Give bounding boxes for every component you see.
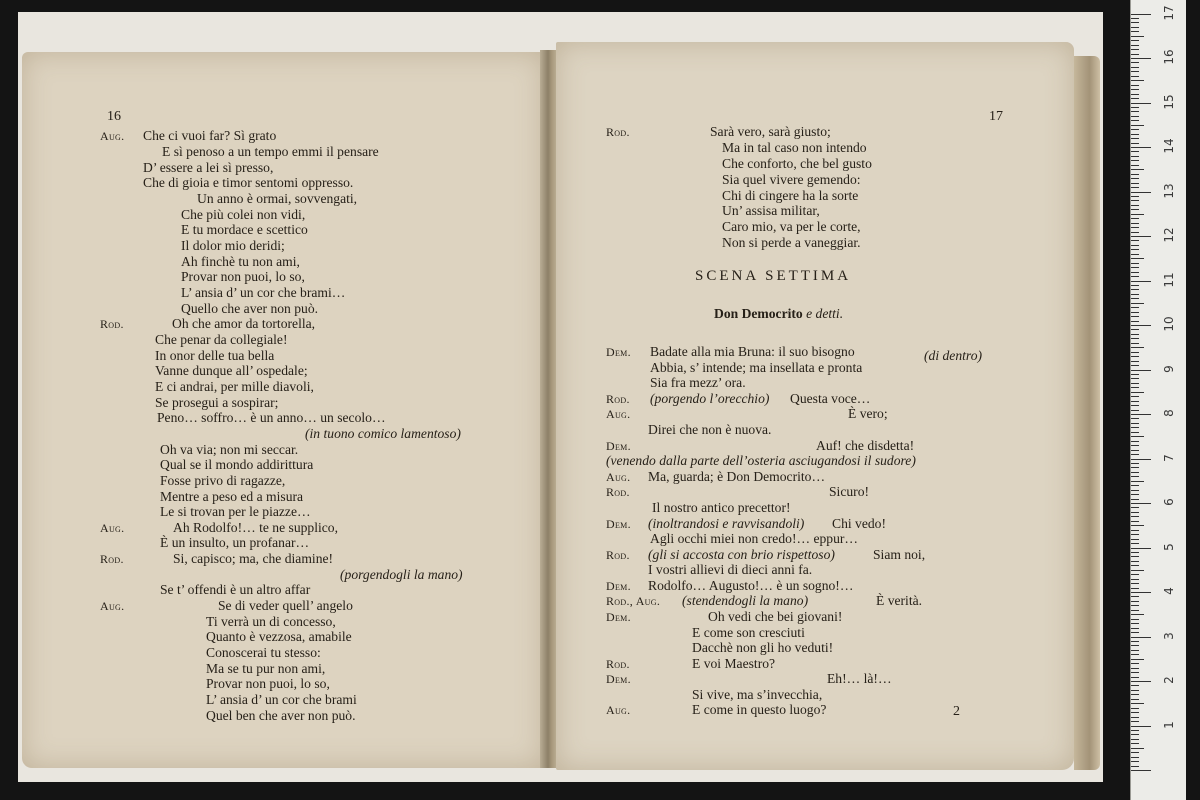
verse-line: Il nostro antico precettor! [652,500,791,515]
ruler-tick [1131,187,1139,188]
ruler-number: 11 [1162,271,1176,288]
ruler-tick [1131,31,1139,32]
ruler-tick [1131,298,1139,299]
speaker-label: Dem. [606,439,631,453]
verse-line: Agli occhi miei non credo!… eppur… [650,531,859,546]
scene-cast [714,306,843,322]
ruler-tick [1131,272,1139,273]
ruler-tick [1131,512,1139,513]
verse-line: Che conforto, che bel gusto [722,156,872,171]
verse-line: Questa voce… [790,391,871,406]
ruler-tick [1131,734,1139,735]
stage-direction: (porgendo l’orecchio) [650,391,770,406]
ruler-tick [1131,485,1139,486]
verse-line: Qual se il mondo addirittura [160,457,314,472]
ruler-tick [1131,570,1144,571]
verse-line: Conoscerai tu stesso: [206,645,321,660]
stage-direction: (porgendogli la mano) [340,567,463,582]
verse-line: Sia quel vivere gemendo: [722,172,861,187]
ruler-tick [1131,36,1144,37]
verse-line: D’ essere a lei sì presso, [143,160,274,175]
ruler-tick [1131,641,1139,642]
ruler-tick [1131,178,1139,179]
ruler-tick [1131,712,1139,713]
verse-line: Abbia, s’ intende; ma insellata e pronta [650,360,863,375]
ruler-tick [1131,267,1139,268]
verse-line: L’ ansia d’ un cor che brami… [181,285,346,300]
ruler-tick [1131,588,1139,589]
ruler-tick [1131,668,1139,669]
ruler-tick [1131,76,1139,77]
ruler-tick [1131,200,1139,201]
ruler-tick [1131,614,1144,615]
ruler-tick [1131,18,1139,19]
verse-line: Non si perde a vaneggiar. [722,235,861,250]
ruler-number: 3 [1162,631,1176,640]
speaker-label: Aug. [606,407,631,421]
ruler-tick [1131,281,1151,282]
ruler-tick [1131,321,1139,322]
verse-line: Ah finchè tu non ami, [181,254,300,269]
ruler-tick [1131,405,1139,406]
speaker-label: Rod. [606,392,630,406]
ruler-tick [1131,245,1139,246]
ruler-tick [1131,383,1139,384]
verse-line: Ah Rodolfo!… te ne supplico, [173,520,338,535]
ruler-tick [1131,334,1139,335]
ruler-tick [1131,543,1139,544]
verse-line: Siam noi, [873,547,926,562]
verse-line: Sicuro! [829,484,870,499]
ruler-tick [1131,138,1139,139]
ruler-tick [1131,552,1139,553]
verse-line: Un’ assisa militar, [722,203,820,218]
ruler-tick [1131,748,1144,749]
verse-line: Rodolfo… Augusto!… è un sogno!… [648,578,854,593]
ruler-tick [1131,703,1144,704]
ruler-tick [1131,227,1139,228]
ruler-tick [1131,232,1139,233]
ruler-tick [1131,396,1139,397]
stage-direction: (inoltrandosi e ravvisandoli) [648,516,805,531]
ruler-tick [1131,445,1139,446]
ruler-tick [1131,556,1139,557]
verse-line: Sarà vero, sarà giusto; [710,124,831,139]
verse-line: Quanto è vezzosa, amabile [206,629,352,644]
ruler-tick [1131,218,1139,219]
ruler-tick [1131,192,1151,193]
verse-line: Oh che amor da tortorella, [172,316,316,331]
verse-line: Chi di cingere ha la sorte [722,188,859,203]
verse-line: Quel ben che aver non può. [206,708,356,723]
ruler-tick [1131,392,1144,393]
ruler-tick [1131,107,1139,108]
ruler-tick [1131,441,1139,442]
ruler-tick [1131,752,1139,753]
verse-line: Auf! che disdetta! [816,438,915,453]
right-page-number: 17 [989,109,1003,124]
ruler-number: 9 [1162,364,1176,373]
ruler-tick [1131,721,1139,722]
ruler-tick [1131,263,1139,264]
ruler-number: 1 [1162,720,1176,729]
ruler-tick [1131,98,1139,99]
ruler-tick [1131,316,1139,317]
ruler-tick [1131,223,1139,224]
verse-line: Eh!… là!… [827,671,892,686]
ruler-tick [1131,249,1139,250]
ruler-tick [1131,427,1139,428]
ruler-tick [1131,548,1151,549]
ruler-tick [1131,165,1139,166]
ruler-tick [1131,663,1139,664]
ruler-tick [1131,151,1139,152]
ruler-tick [1131,45,1139,46]
ruler-tick [1131,196,1139,197]
ruler-tick [1131,374,1139,375]
ruler-tick [1131,561,1139,562]
verse-line: Oh vedi che bei giovani! [708,609,843,624]
ruler-tick [1131,423,1139,424]
verse-line: Caro mio, va per le corte, [722,219,861,234]
ruler-tick [1131,596,1139,597]
verse-line: Si vive, ma s’invecchia, [692,687,823,702]
ruler-tick [1131,129,1139,130]
ruler-tick [1131,116,1139,117]
ruler-tick [1131,467,1139,468]
ruler-tick [1131,645,1139,646]
speaker-label: Rod. [100,317,124,331]
verse-line: Sia fra mezz’ ora. [650,375,746,390]
verse-line: Ti verrà un di concesso, [206,614,336,629]
verse-line: Il dolor mio deridi; [181,238,285,253]
ruler-number: 8 [1162,409,1176,417]
ruler-tick [1131,565,1139,566]
ruler-tick [1131,62,1139,63]
ruler-tick [1131,690,1139,691]
ruler-tick [1131,40,1139,41]
speaker-label: Dem. [606,672,631,686]
ruler-tick [1131,454,1139,455]
speaker-label: Rod., Aug. [606,594,661,608]
ruler-tick [1131,365,1139,366]
ruler-tick [1131,14,1151,15]
ruler-tick [1131,89,1139,90]
ruler-tick [1131,67,1139,68]
ruler-tick [1131,356,1139,357]
ruler-tick [1131,414,1151,415]
ruler-tick [1131,147,1151,148]
ruler-tick [1131,436,1144,437]
verse-line: Chi vedo! [832,516,886,531]
speaker-label: Dem. [606,610,631,624]
ruler-tick [1131,739,1139,740]
ruler-tick [1131,579,1139,580]
verse-line: E come son cresciuti [692,625,805,640]
ruler-tick [1131,659,1144,660]
ruler-number: 6 [1162,498,1176,506]
ruler-tick [1131,347,1144,348]
ruler-tick [1131,80,1144,81]
ruler-tick [1131,58,1151,59]
ruler-tick [1131,610,1139,611]
ruler-number: 5 [1162,542,1176,551]
ruler-tick [1131,694,1139,695]
verse-line: Ma, guarda; è Don Democrito… [648,469,826,484]
ruler-tick [1131,71,1139,72]
verse-line: Badate alla mia Bruna: il suo bisogno [650,344,855,359]
verse-line: È verità. [876,593,923,608]
verse-line: Che penar da collegiale! [155,332,288,347]
verse-line: Che ci vuoi far? Sì grato [143,128,277,143]
verse-line: Vanne dunque all’ ospedale; [155,363,308,378]
verse-line: Si, capisco; ma, che diamine! [173,551,334,566]
ruler-number: 10 [1162,316,1176,332]
verse-line: È vero; [848,406,888,421]
ruler-number: 12 [1162,227,1176,243]
speaker-label: Rod. [606,657,630,671]
speaker-label: Dem. [606,345,631,359]
ruler-tick [1131,503,1151,504]
verse-line: Ma in tal caso non intendo [722,140,867,155]
ruler-tick [1131,516,1139,517]
verse-line: Fosse privo di ragazze, [160,473,286,488]
scene-title: SCENA SETTIMA [695,268,852,284]
ruler-tick [1131,605,1139,606]
ruler-tick [1131,507,1139,508]
ruler-tick [1131,22,1139,23]
ruler-tick [1131,574,1139,575]
ruler-tick [1131,103,1151,104]
ruler-tick [1131,494,1139,495]
ruler-tick [1131,174,1139,175]
ruler-tick [1131,303,1144,304]
speaker-label: Aug. [100,129,125,143]
ruler-tick [1131,476,1139,477]
verse-line: Quello che aver non può. [181,301,319,316]
ruler-tick [1131,601,1139,602]
ruler-tick [1131,677,1139,678]
ruler-tick [1131,708,1139,709]
ruler-tick [1131,432,1139,433]
ruler-tick [1131,111,1139,112]
ruler-tick [1131,672,1139,673]
ruler-tick [1131,472,1139,473]
verse-line: Se prosegui a sospirar; [155,395,279,410]
ruler-tick [1131,650,1139,651]
ruler-number: 16 [1162,49,1176,65]
ruler-tick [1131,761,1139,762]
ruler-number: 4 [1162,587,1176,595]
ruler-tick [1131,410,1139,411]
verse-line: E come in questo luogo? [692,702,827,717]
stage-direction: (venendo dalla parte dell’osteria asciugandosi il sudore) [606,453,916,468]
ruler-tick [1131,85,1139,86]
ruler-tick [1131,717,1139,718]
ruler-tick [1131,120,1139,121]
ruler-tick [1131,525,1144,526]
ruler-number: 13 [1162,182,1176,199]
ruler-tick [1131,54,1139,55]
ruler-number: 7 [1162,453,1176,462]
ruler-tick [1131,205,1139,206]
ruler-tick [1131,521,1139,522]
verse-line: E tu mordace e scettico [181,222,308,237]
verse-line: Ma se tu pur non ami, [206,661,326,676]
ruler-tick [1131,307,1139,308]
ruler-tick [1131,539,1139,540]
verse-line: E sì penoso a un tempo emmi il pensare [162,144,379,159]
speaker-label: Aug. [606,470,631,484]
verse-line: Che più colei non vidi, [181,207,306,222]
ruler-tick [1131,450,1139,451]
ruler-tick [1131,583,1139,584]
signature-mark: 2 [953,704,960,719]
ruler-tick [1131,685,1139,686]
verse-line: Se t’ offendi è un altro affar [160,582,311,597]
ruler-tick [1131,329,1139,330]
ruler-tick [1131,628,1139,629]
ruler-tick [1131,757,1139,758]
ruler-tick [1131,209,1139,210]
ruler-tick [1131,418,1139,419]
speaker-label: Rod. [606,485,630,499]
ruler-tick [1131,743,1139,744]
ruler-tick [1131,294,1139,295]
ruler-tick [1131,27,1139,28]
ruler-tick [1131,530,1139,531]
measuring-ruler [1130,0,1186,800]
ruler-tick [1131,169,1144,170]
ruler-tick [1131,592,1151,593]
ruler-number: 2 [1162,676,1176,684]
ruler-tick [1131,632,1139,633]
ruler-tick [1131,654,1139,655]
stage-direction: (gli si accosta con brio rispettoso) [648,547,835,562]
speaker-label: Dem. [606,517,631,531]
ruler-tick [1131,681,1151,682]
ruler-tick [1131,312,1139,313]
verse-line: È un insulto, un profanar… [160,535,310,550]
speaker-label: Aug. [606,703,631,717]
ruler-tick [1131,481,1144,482]
ruler-tick [1131,637,1151,638]
ruler-tick [1131,236,1151,237]
ruler-tick [1131,143,1139,144]
verse-line: Provar non puoi, lo so, [206,676,330,691]
ruler-tick [1131,125,1144,126]
verse-line: E voi Maestro? [692,656,776,671]
verse-line: Dacchè non gli ho veduti! [692,640,834,655]
speaker-label: Rod. [606,548,630,562]
speaker-label: Dem. [606,579,631,593]
ruler-tick [1131,325,1151,326]
ruler-tick [1131,352,1139,353]
ruler-tick [1131,766,1139,767]
verse-line: Oh va via; non mi seccar. [160,442,299,457]
speaker-label: Aug. [100,599,125,613]
verse-line: L’ ansia d’ un cor che brami [206,692,357,707]
verse-line: Peno… soffro… è un anno… un secolo… [157,410,386,425]
speaker-label: Rod. [606,125,630,139]
ruler-tick [1131,240,1139,241]
verse-line: Che di gioia e timor sentomi oppresso. [143,175,354,190]
page-edges [1074,56,1100,770]
scene-cast-name: Don Democrito [714,306,803,321]
verse-line: Se di veder quell’ angelo [218,598,353,613]
ruler-tick [1131,387,1139,388]
ruler-tick [1131,254,1139,255]
ruler-tick [1131,258,1144,259]
ruler-number: 17 [1162,4,1176,21]
ruler-tick [1131,214,1144,215]
ruler-number: 15 [1162,93,1176,110]
ruler-tick [1131,770,1151,771]
ruler-tick [1131,499,1139,500]
verse-line: E ci andrai, per mille diavoli, [155,379,314,394]
ruler-tick [1131,134,1139,135]
ruler-tick [1131,49,1139,50]
ruler-tick [1131,463,1139,464]
ruler-tick [1131,183,1139,184]
verse-line: In onor delle tua bella [155,348,275,363]
verse-line: Provar non puoi, lo so, [181,269,305,284]
ruler-tick [1131,289,1139,290]
ruler-tick [1131,156,1139,157]
stage-direction: (stendendogli la mano) [682,593,809,608]
ruler-tick [1131,726,1151,727]
ruler-tick [1131,378,1139,379]
ruler-tick [1131,619,1139,620]
speaker-label: Rod. [100,552,124,566]
verse-line: Direi che non è nuova. [648,422,772,437]
ruler-tick [1131,623,1139,624]
ruler-tick [1131,699,1139,700]
stage-direction: (di dentro) [924,348,983,363]
ruler-tick [1131,490,1139,491]
ruler-tick [1131,730,1139,731]
ruler-tick [1131,361,1139,362]
ruler-tick [1131,343,1139,344]
stage-direction: (in tuono comico lamentoso) [305,426,461,441]
ruler-tick [1131,276,1139,277]
ruler-tick [1131,338,1139,339]
speaker-label: Aug. [100,521,125,535]
verse-line: Un anno è ormai, sovvengati, [197,191,358,206]
verse-line: Le si trovan per le piazze… [160,504,311,519]
ruler-tick [1131,401,1139,402]
scene-cast-rest: e detti. [802,306,844,321]
ruler-tick [1131,459,1151,460]
ruler-tick [1131,94,1139,95]
ruler-tick [1131,370,1151,371]
left-page-number: 16 [107,109,121,124]
ruler-tick [1131,160,1139,161]
verse-line: Mentre a peso ed a misura [160,489,304,504]
ruler-tick [1131,534,1139,535]
ruler-tick [1131,285,1139,286]
ruler-number: 14 [1162,138,1176,154]
verse-line: I vostri allievi di dieci anni fa. [648,562,813,577]
